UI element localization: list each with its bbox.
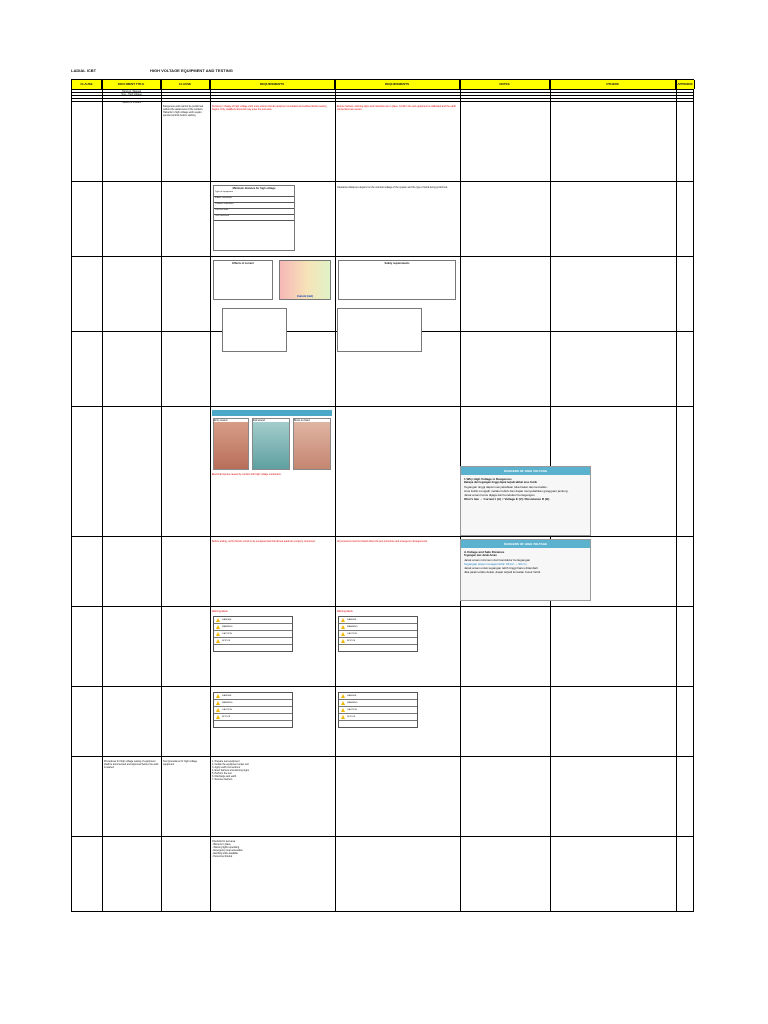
column-header-notes: NOTES [460, 80, 550, 89]
high-voltage-slide [460, 466, 591, 536]
row6-requirement-text: Warning labels [212, 610, 228, 613]
photo-banner [212, 410, 332, 416]
column-header-others: OTHERS [550, 80, 676, 89]
warning-row [339, 617, 417, 624]
row-divider [72, 606, 693, 607]
slide-title: A.Voltage and Safe Distance [464, 550, 505, 554]
row6-requirement-text-2: Warning labels [337, 610, 353, 613]
warning-label: DANGER [347, 619, 357, 621]
warning-icon [216, 708, 220, 712]
warning-icon [216, 632, 220, 636]
slide-bullet: Arus listrik mengalir melalui tubuh dan dapat menyebabkan gangguan jantung. [464, 489, 569, 493]
warning-row [214, 714, 292, 721]
row-divider [72, 95, 693, 96]
warning-row [339, 631, 417, 638]
row-divider [72, 536, 693, 537]
clearance-table-row: Outdoor substation [214, 203, 294, 209]
clearance-table-row: Live line work [214, 209, 294, 215]
boundary-table [222, 308, 287, 352]
column-header-clause-2: CLAUSE [161, 80, 210, 89]
row-divider [72, 406, 693, 407]
clearance-table-row: Test enclosure [214, 215, 294, 221]
warning-labels-table-4 [338, 692, 418, 728]
warning-row [214, 624, 292, 631]
slide-bullet: Tegangan tinggi dapat menyebabkan luka bakar dan kematian. [464, 485, 548, 489]
row8-document-text: Procedures for high voltage testing of equipment shall be documented and approved before the work is started. [104, 760, 159, 769]
slide-subtitle: Tegangan dan Jarak Aman [464, 554, 497, 557]
column-header-requirements-2: REQUIREMENTS [335, 80, 460, 89]
row1-clause-text: Dangerous work cannot be performed without the awareness of the workers. Hazards in high voltage work require special controls before starting. [163, 105, 204, 117]
column-divider [676, 80, 677, 911]
warning-icon [341, 701, 345, 705]
warning-icon [341, 708, 345, 712]
warning-icon [216, 715, 220, 719]
clearance-table-row: Type of equipment [214, 191, 294, 197]
clearance-table-row: Indoor substation [214, 197, 294, 203]
requirements-table [71, 79, 694, 912]
row2-notes-text: Clearance distances depend on the nominal voltage of the system and the type of work being performed. [337, 186, 448, 189]
injury-photo [252, 418, 290, 470]
row-divider [72, 98, 693, 99]
warning-label: WARNING [222, 702, 233, 704]
warning-labels-table-2 [338, 616, 418, 652]
column-divider [161, 80, 162, 911]
row8-clause-text: Test procedures for high voltage equipment [163, 760, 198, 766]
row1-document-title: Hand-on / Manual Test – High Voltage [121, 90, 142, 96]
safety-table-title: Safety requirements [384, 262, 410, 265]
row-divider [72, 101, 693, 102]
warning-icon [216, 618, 220, 622]
row-divider [72, 756, 693, 757]
column-header-appendix: APPENDIX [676, 80, 695, 89]
clearance-distance-table [213, 185, 295, 251]
row5-requirement-text: Before testing, verify that the circuit is de-energised and that all test leads are properly connected. [212, 540, 316, 543]
warning-label: DANGER [222, 695, 232, 697]
row1-hazard-label: Hazard or Incident [121, 101, 142, 104]
warning-label: CAUTION [222, 633, 232, 635]
photo-label: Exit wound [253, 419, 289, 422]
column-header-document: DOCUMENT TITLE [102, 80, 161, 89]
warning-row [339, 700, 417, 707]
warning-label: DANGER [222, 619, 232, 621]
warning-row [214, 631, 292, 638]
warning-row [339, 714, 417, 721]
doc-header-left: LADIAL ICBT [71, 68, 97, 73]
slide-line: Tegangan sistem tenaga listrik: 66 kV — 90 cm [464, 562, 527, 566]
warning-row [339, 624, 417, 631]
row-divider [72, 686, 693, 687]
warning-icon [341, 625, 345, 629]
warning-icon [341, 715, 345, 719]
row-divider [72, 89, 693, 90]
warning-label: NOTICE [347, 716, 356, 718]
warning-row [339, 693, 417, 700]
row1-requirement-text-2: Ensure barriers, warning signs and interlocks are in place. Confirm the test equipment is calibrated and the earth connections are secure. [337, 105, 456, 111]
row1-requirement-text: Persons in charge of high voltage work must ensure that all equipment is isolated and earthed before testing begins. Only qualified personnel may enter the test area. [212, 105, 327, 111]
safety-requirements-table [338, 260, 456, 300]
row-divider [72, 181, 693, 182]
photo-label: Burns on hand [294, 419, 330, 422]
injury-caption: Electrical injuries caused by contact with high voltage conductors. [212, 473, 282, 476]
column-divider [102, 80, 103, 911]
chart-axis-label: Current (mA) [297, 295, 313, 298]
row5-requirement-text-2: All personnel must be briefed about the test procedure and emergency arrangements. [337, 540, 428, 543]
photo-label: Entry wound [214, 419, 248, 422]
column-header-requirements: REQUIREMENTS [210, 80, 335, 89]
doc-header-title: HIGH VOLTAGE EQUIPMENT AND TESTING [150, 68, 233, 73]
ohms-law-formula: Ohm's law → Current I (A) = Voltage E (V) / Resistance R (Ω) [464, 497, 550, 501]
current-effects-title: Effects of current [232, 262, 254, 265]
warning-label: WARNING [222, 626, 233, 628]
warning-row [339, 638, 417, 645]
injury-photo [293, 418, 331, 470]
row-divider [72, 256, 693, 257]
current-effects-chart [279, 260, 331, 300]
warning-row [339, 707, 417, 714]
injury-photo [213, 418, 249, 470]
warning-label: CAUTION [222, 709, 232, 711]
slide-subtitle: Bahaya dari tegangan tinggi dapat terjadi akibat arus listrik [464, 481, 537, 484]
slide-header: DANGERS OF HIGH VOLTAGE [461, 467, 590, 475]
warning-label: CAUTION [347, 633, 357, 635]
warning-labels-table [213, 616, 293, 652]
warning-row [214, 638, 292, 645]
slide-line: Jika jarak terlalu dekat, dapat terjadi loncatan busur listrik [464, 570, 541, 574]
column-header-clause: CLAUSE [72, 80, 102, 89]
warning-row [214, 707, 292, 714]
warning-icon [341, 694, 345, 698]
warning-icon [216, 639, 220, 643]
warning-icon [216, 694, 220, 698]
column-divider [335, 80, 336, 911]
warning-row [214, 700, 292, 707]
warning-row [214, 617, 292, 624]
warning-label: NOTICE [222, 640, 231, 642]
warning-labels-table-3 [213, 692, 293, 728]
warning-label: NOTICE [347, 640, 356, 642]
warning-label: DANGER [347, 695, 357, 697]
slide-bullet: Jarak aman harus dijaga dari konduktor bertegangan. [464, 493, 536, 497]
warning-icon [341, 618, 345, 622]
warning-icon [341, 632, 345, 636]
warning-icon [341, 639, 345, 643]
slide-header: DANGERS OF HIGH VOLTAGE [461, 540, 590, 548]
warning-label: CAUTION [347, 709, 357, 711]
warning-icon [216, 625, 220, 629]
voltage-table [337, 308, 422, 352]
row9-checklist: Checklist for test area - Barriers in place - Warning lights operating - Emergency stop accessible - Earthing stick available - Personnel briefed [212, 840, 243, 858]
safe-distance-slide [460, 539, 591, 601]
warning-row [214, 693, 292, 700]
slide-line: Jarak aman minimum dari konduktor bertegangan [464, 558, 531, 562]
warning-label: WARNING [347, 702, 358, 704]
slide-line: Jarak aman untuk tegangan lebih tinggi harus ditambah [464, 566, 538, 570]
current-effects-table [213, 260, 273, 300]
warning-label: WARNING [347, 626, 358, 628]
warning-icon [216, 701, 220, 705]
row8-procedure-list: 1. Prepare test equipment 2. Isolate the equipment under test 3. Apply earth connections 4. Erect barriers and warning signs 5. Perform the test 6. Discharge and earth 7. Remove barriers [212, 760, 249, 781]
row-divider [72, 836, 693, 837]
slide-title: 1 Why High Voltage is Dangerous [464, 477, 512, 481]
clearance-table-title: Minimum distance for high voltage [232, 187, 276, 190]
warning-label: NOTICE [222, 716, 231, 718]
column-divider [210, 80, 211, 911]
